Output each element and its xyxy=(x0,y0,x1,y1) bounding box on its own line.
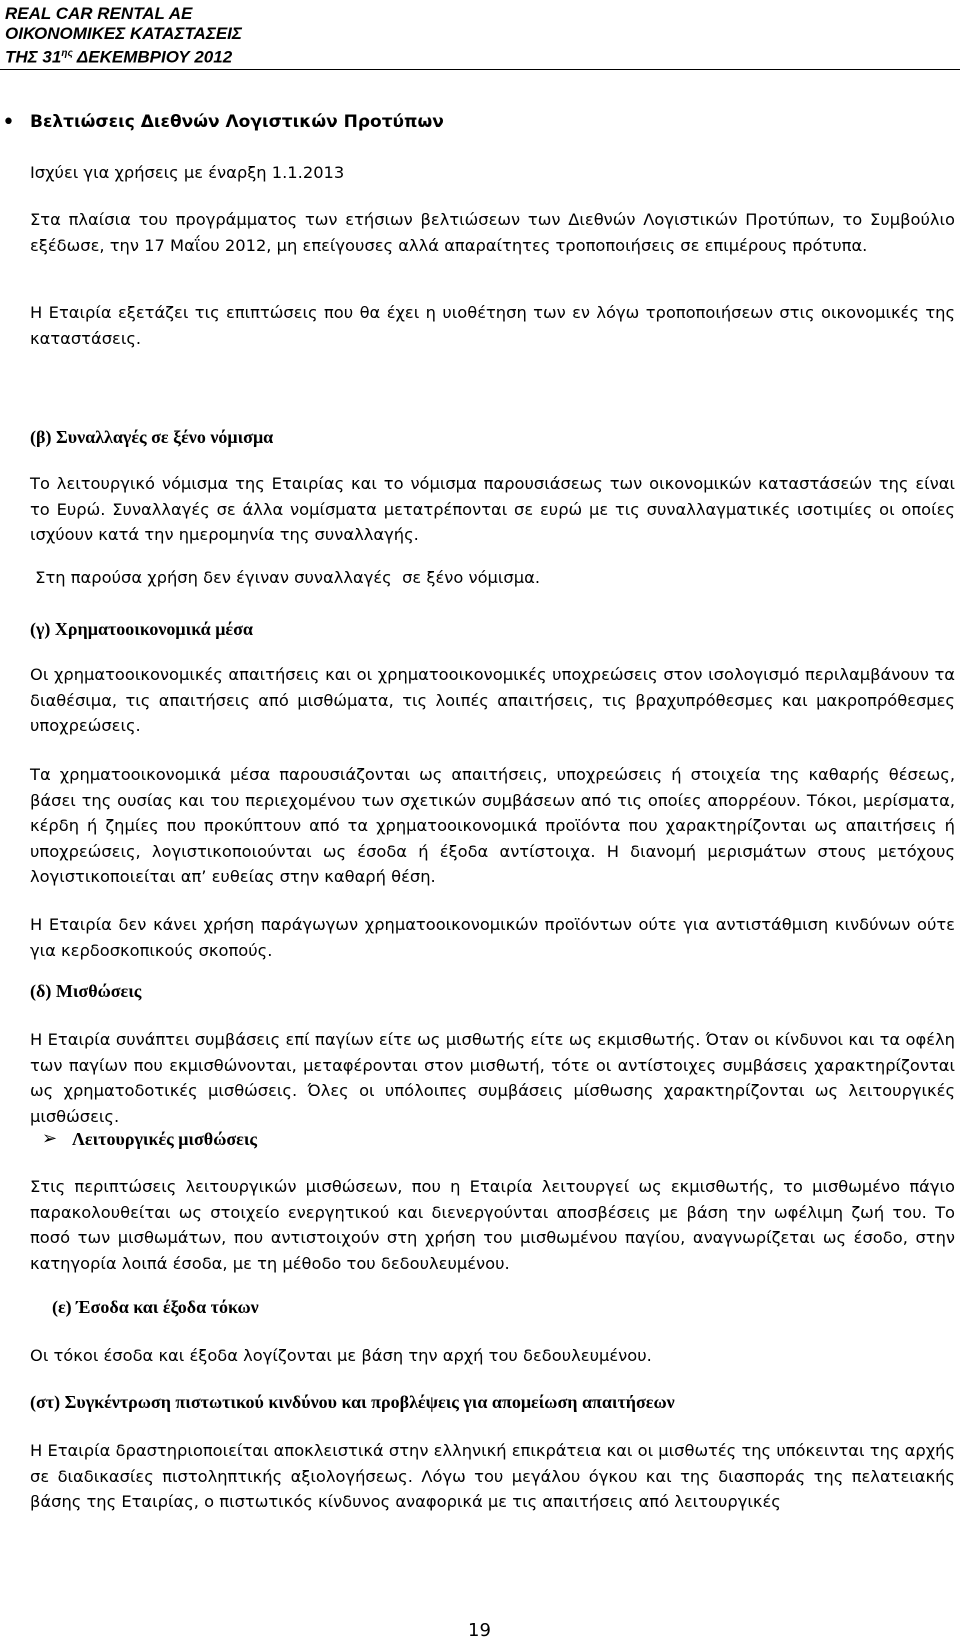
paragraph-effective-date: Ισχύει για χρήσεις με έναρξη 1.1.2013 xyxy=(30,163,345,182)
paragraph-impact: Η Εταιρία εξετάζει τις επιπτώσεις που θα έχει η υιοθέτηση των εν λόγω τροποποιήσεων στις οικονομικές της καταστάσεις. xyxy=(30,303,955,348)
subsection-heading-operating-leases: Λειτουργικές μισθώσεις xyxy=(72,1129,258,1149)
paragraph-leases: Η Εταιρία συνάπτει συμβάσεις επί παγίων είτε ως μισθωτής είτε ως εκμισθωτής. Όταν οι κίνδυνοι και τα οφέλη των παγίων που εκμισθώνονται, μεταφέρονται στον μισθωτή, τότε οι αντίστοιχες συμβάσεις χαρακτηρίζονται ως χρηματοδοτικές μισθώσεις. Όλες οι υπόλοιπες συμβάσεις μίσθωσης χαρακτηρίζονται ως λειτουργικές μισθώσεις. xyxy=(30,1030,955,1126)
document-title: ΟΙΚΟΝΟΜΙΚΕΣ ΚΑΤΑΣΤΑΣΕΙΣ xyxy=(5,24,242,43)
page-header xyxy=(5,4,242,68)
section-heading-ias-improvements: Βελτιώσεις Διεθνών Λογιστικών Προτύπων xyxy=(30,112,444,132)
paragraph-functional-currency: Το λειτουργικό νόμισμα της Εταιρίας και το νόμισμα παρουσιάσεως των οικονομικών καταστάσεών της είναι το Ευρώ. Συναλλαγές σε άλλα νομίσματα μετατρέπονται σε ευρώ με τις συναλλαγματικές ισοτιμίες οι οποίες ισχύουν κατά την ημερομηνία της συναλλαγής. xyxy=(30,474,955,544)
arrow-bullet-icon: ➢ xyxy=(42,1128,58,1149)
section-heading-credit-risk: (στ) Συγκέντρωση πιστωτικού κινδύνου και προβλέψεις για απομείωση απαιτήσεων xyxy=(30,1392,675,1412)
report-date: ΤΗΣ $31^{\eta\varsigma}$ ΔΕΚΕΜΒΡΙΟΥ 2012 xyxy=(5,47,233,67)
section-heading-financial-instruments: (γ) Χρηματοοικονομικά μέσα xyxy=(30,619,253,639)
paragraph-financial-assets: Οι χρηματοοικονομικές απαιτήσεις και οι χρηματοοικονομικές υποχρεώσεις στον ισολογισμό περιλαμβάνουν τα διαθέσιμα, τις απαιτήσεις από μισθώματα, τις λοιπές απαιτήσεις, τις βραχυπρόθεσμες και μακροπρόθεσμες υποχρεώσεις. xyxy=(30,665,955,735)
paragraph-interest: Οι τόκοι έσοδα και έξοδα λογίζονται με βάση την αρχή του δεδουλευμένου. xyxy=(30,1346,652,1365)
company-name: REAL CAR RENTAL AE xyxy=(5,4,193,23)
paragraph-operating-leases: Στις περιπτώσεις λειτουργικών μισθώσεων, που η Εταιρία λειτουργεί ως εκμισθωτής, το μισθωμένο πάγιο παρακολουθείται ως στοιχείο ενεργητικού και διενεργούνται αποσβέσεις με βάση την ωφέλιμη ζωή του. Το ποσό των μισθωμάτων, που αντιστοιχούν στη χρήση του μισθωμένου παγίου, αναγνωρίζεται ως έσοδο, στην κατηγορία λοιπά έσοδα, με τη μέθοδο του δεδουλευμένου. xyxy=(30,1177,955,1273)
paragraph-financial-presentation: Τα χρηματοοικονομικά μέσα παρουσιάζονται ως απαιτήσεις, υποχρεώσεις ή στοιχεία της καθαρής θέσεως, βάσει της ουσίας και του περιεχομένου των σχετικών συμβάσεων από τις οποίες απορρέουν. Τόκοι, μερίσματα, κέρδη ή ζημίες που προκύπτουν από τα χρηματοοικονομικά προϊόντα που χαρακτηρίζονται ως απαιτήσεις ή υποχρεώσεις, λογιστικοποιούνται ως έσοδα ή έξοδα αντίστοιχα. Η διανομή μερισμάτων στους μετόχους λογιστικοποιείται απ’ ευθείας στην καθαρή θέση. xyxy=(30,765,955,886)
section-heading-interest: (ε) Έσοδα και έξοδα τόκων xyxy=(52,1297,259,1317)
paragraph-amendments: Στα πλαίσια του προγράμματος των ετήσιων βελτιώσεων των Διεθνών Λογιστικών Προτύπων, το Συμβούλιο εξέδωσε, την 17 Μαΐου 2012, μη επείγουσες αλλά απαραίτητες τροποποιήσεις σε επιμέρους πρότυπα. xyxy=(30,210,955,255)
paragraph-credit-risk: Η Εταιρία δραστηριοποιείται αποκλειστικά στην ελληνική επικράτεια και οι μισθωτές της υπόκεινται της αρχής σε διαδικασίες πιστοληπτικής αξιολογήσεως. Λόγω του μεγάλου όγκου και της διασποράς της πελατειακής βάσης της Εταιρίας, ο πιστωτικός κίνδυνος αναφορικά με τις απαιτήσεις από λειτουργικές xyxy=(30,1441,955,1511)
header-divider xyxy=(0,69,960,70)
page-number: 19 xyxy=(468,1620,491,1641)
section-heading-foreign-currency: (β) Συναλλαγές σε ξένο νόμισμα xyxy=(30,427,274,447)
section-heading-leases: (δ) Μισθώσεις xyxy=(30,981,142,1001)
paragraph-no-derivatives: Η Εταιρία δεν κάνει χρήση παράγωγων χρηματοοικονομικών προϊόντων ούτε για αντιστάθμιση κινδύνων ούτε για κερδοσκοπικούς σκοπούς. xyxy=(30,915,955,960)
paragraph-no-fx-transactions: Στη παρούσα χρήση δεν έγιναν συναλλαγές σε ξένο νόμισμα. xyxy=(30,568,541,587)
bullet-icon: • xyxy=(2,110,15,135)
